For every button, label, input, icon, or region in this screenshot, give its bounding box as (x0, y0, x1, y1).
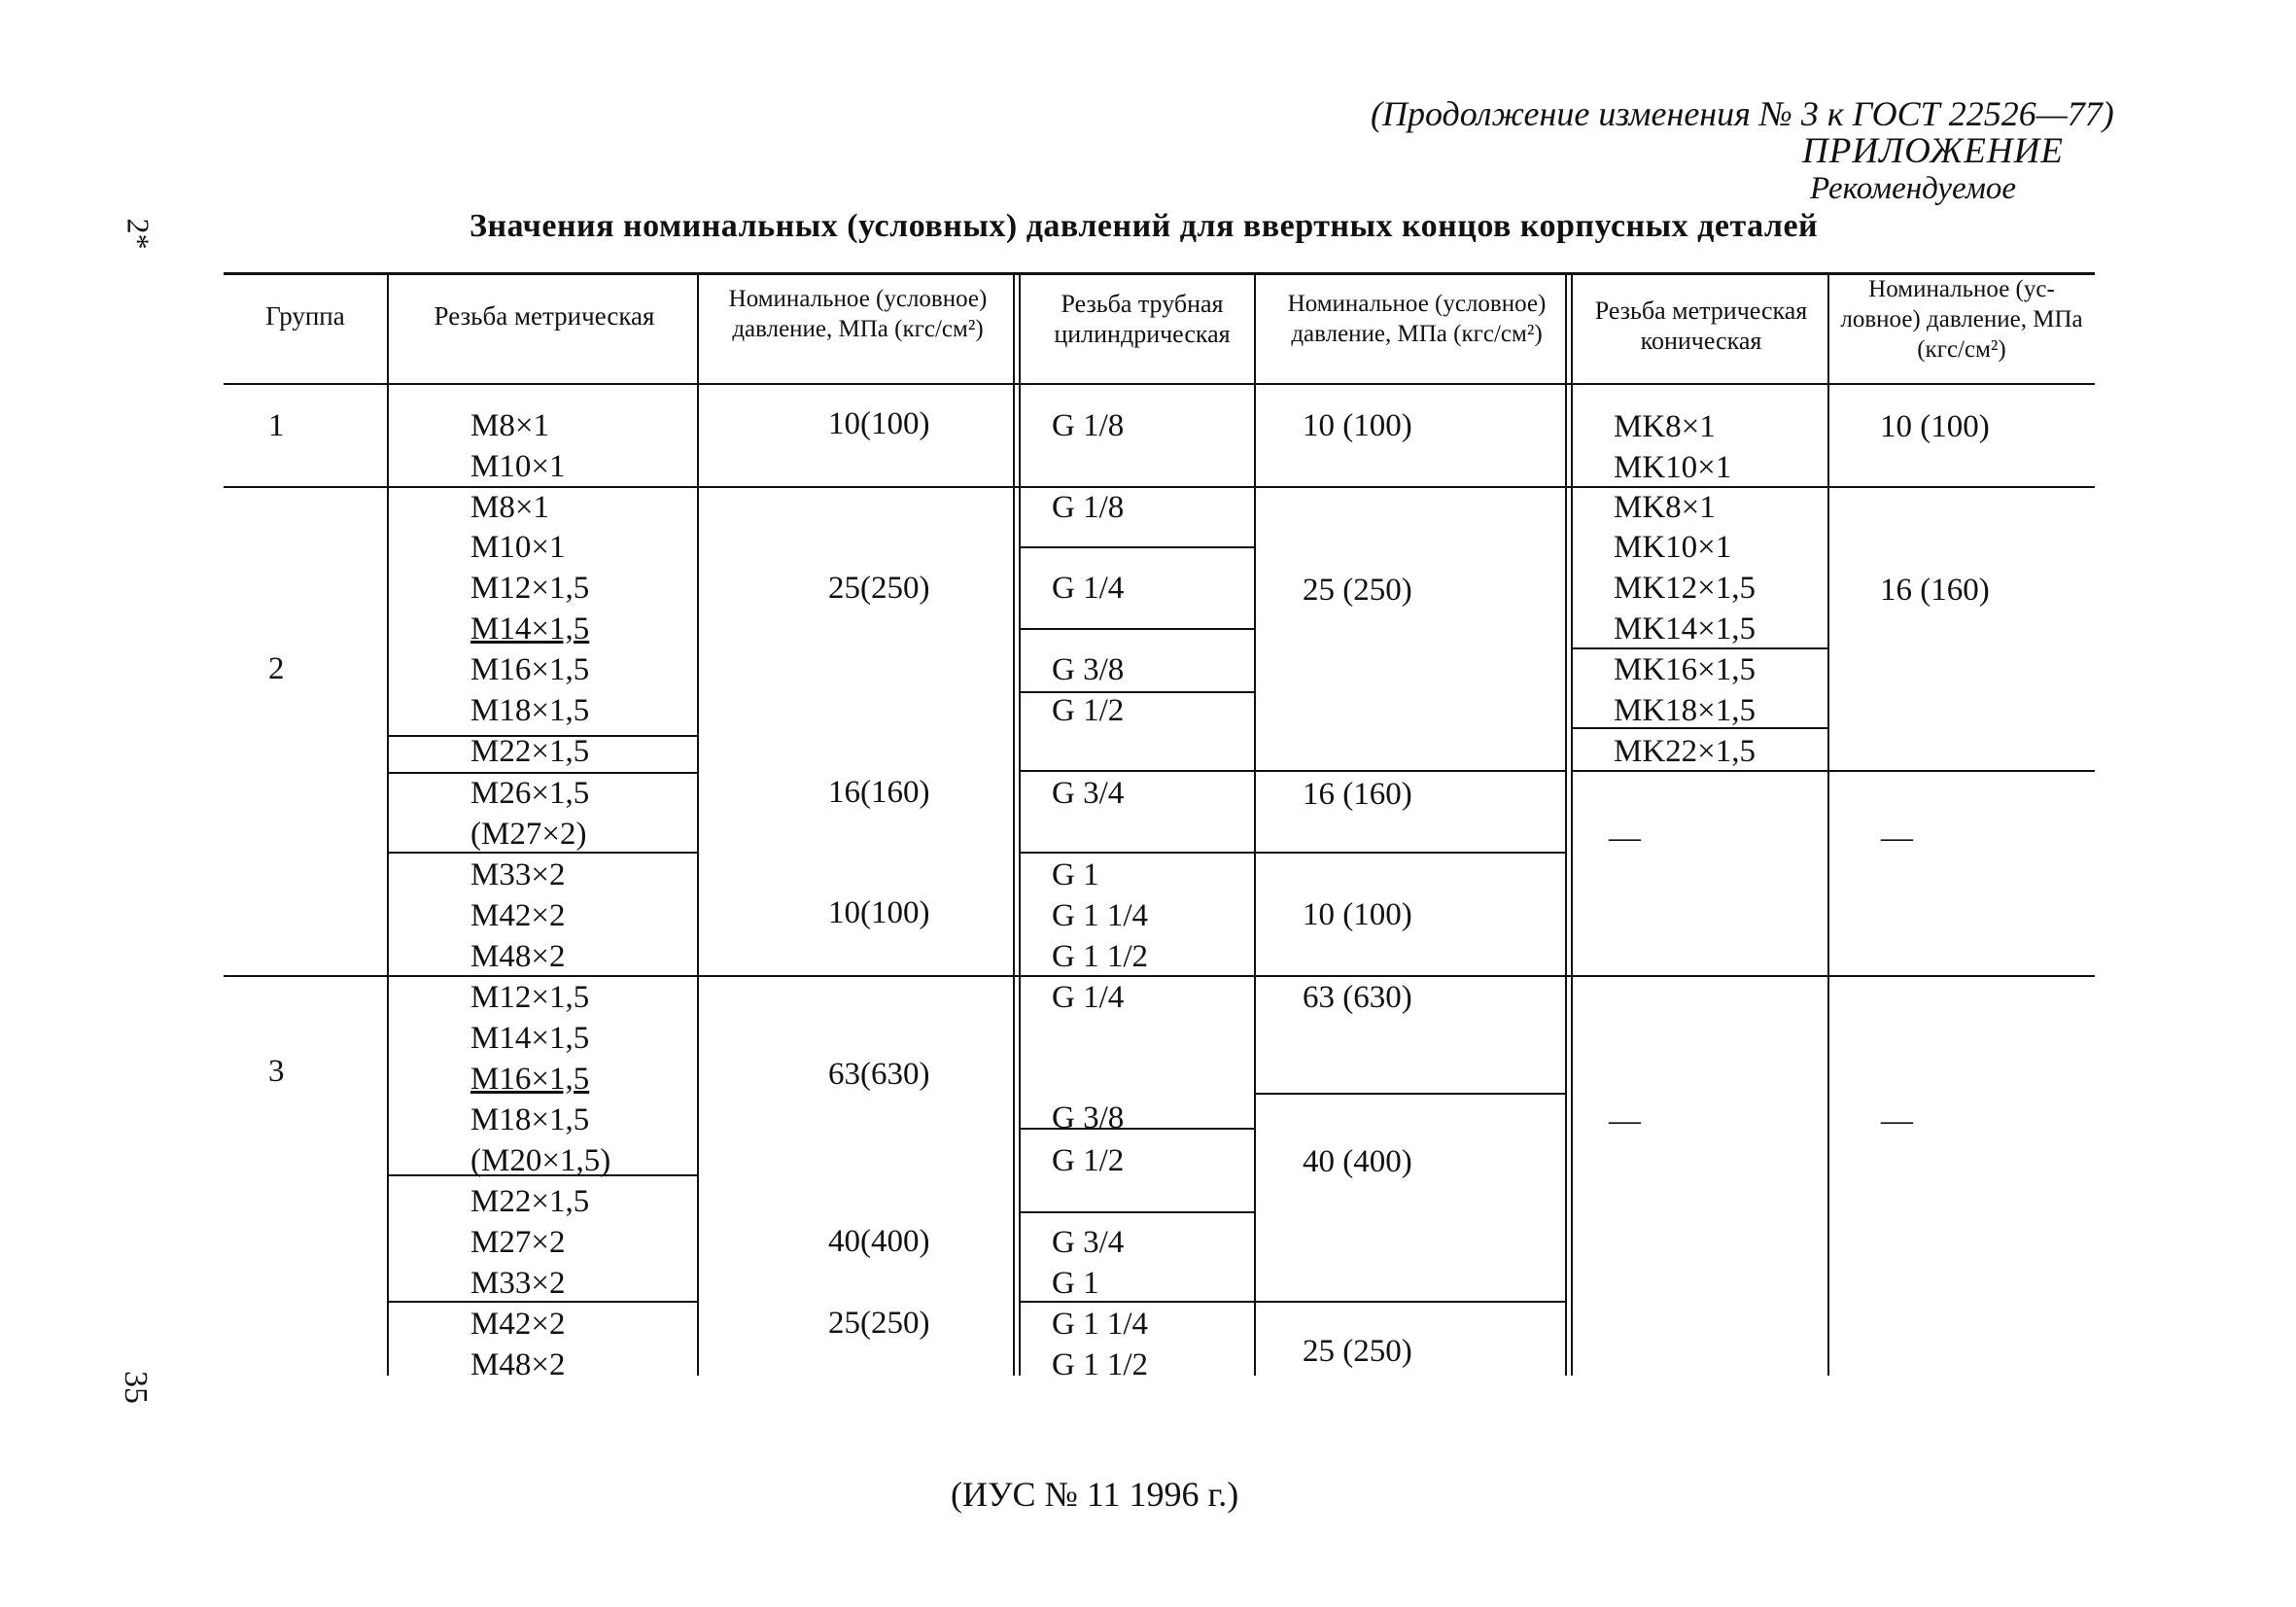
pipe-subrule (1019, 852, 1567, 854)
metric-pressure: 16(160) (828, 775, 930, 810)
col-header-conical-pressure: Номинальное (ус-ловное) давление, МПа (кгс/см²) (1840, 276, 2083, 363)
metric-thread: M16×1,5 (470, 1062, 590, 1097)
metric-thread: M22×1,5 (470, 1184, 590, 1219)
pipe-pressure: 10 (100) (1303, 897, 1412, 932)
pipe-thread: G 3/8 (1052, 652, 1125, 687)
appendix-label: ПРИЛОЖЕНИЕ (1802, 131, 2064, 171)
metric-thread: M42×2 (470, 898, 566, 933)
metric-thread: M42×2 (470, 1307, 566, 1342)
conical-thread: MK10×1 (1614, 450, 1732, 485)
pipe-thread: G 1/2 (1052, 693, 1125, 728)
col-header-pipe-pressure: Номинальное (условное) давление, МПа (кгс/см²) (1287, 291, 1547, 347)
col-divider (1254, 272, 1256, 1376)
pipe-thread: G 3/4 (1052, 776, 1125, 811)
metric-thread: M10×1 (470, 530, 566, 565)
metric-thread: M16×1,5 (470, 652, 590, 687)
publication-footer: (ИУС № 11 1996 г.) (951, 1475, 1239, 1514)
pipe-thread: G 1/4 (1052, 980, 1125, 1015)
metric-thread: (M27×2) (470, 817, 587, 852)
pipe-thread: G 1 1/2 (1052, 1347, 1148, 1382)
metric-pressure: 40(400) (828, 1224, 930, 1259)
pipe-thread: G 1 1/4 (1052, 898, 1148, 933)
metric-thread: M12×1,5 (470, 571, 590, 606)
conical-pressure: 16 (160) (1880, 573, 1990, 608)
metric-thread: M48×2 (470, 939, 566, 974)
conical-thread: MK10×1 (1614, 530, 1732, 565)
pipe-pressure: 25 (250) (1303, 573, 1412, 608)
conical-thread: MK8×1 (1614, 409, 1716, 444)
metric-thread: M8×1 (470, 490, 549, 525)
col-divider (697, 272, 699, 1376)
col-divider (1827, 272, 1829, 1376)
col-divider-double (1565, 272, 1567, 1376)
pipe-subrule (1019, 1211, 1256, 1213)
pipe-pressure: 10 (100) (1303, 408, 1412, 443)
metric-thread: M22×1,5 (470, 734, 590, 769)
pipe-pressure: 16 (160) (1303, 777, 1412, 812)
conical-thread: MK12×1,5 (1614, 571, 1757, 606)
metric-thread: M26×1,5 (470, 776, 590, 811)
page-side-mark-bottom: 35 (118, 1371, 154, 1404)
conical-thread: MK18×1,5 (1614, 693, 1757, 728)
pipe-pressure: 40 (400) (1303, 1144, 1412, 1179)
continuation-note: (Продолжение изменения № 3 к ГОСТ 22526—77) (1371, 94, 2114, 133)
pipe-thread: G 1 (1052, 857, 1099, 892)
recommended-label: Рекомендуемое (1810, 171, 2017, 206)
pipe-thread: G 1/2 (1052, 1143, 1125, 1178)
pipe-subrule (1019, 546, 1256, 548)
pipe-subrule (1019, 770, 1567, 772)
metric-thread: M18×1,5 (470, 693, 590, 728)
metric-thread: M33×2 (470, 1266, 566, 1301)
col-header-metric-pressure: Номинальное (условное) давление, МПа (кгс/см²) (728, 286, 988, 342)
pipe-thread: G 3/8 (1052, 1100, 1125, 1135)
empty-dash: — (1881, 1103, 1913, 1138)
pipe-pressure: 25 (250) (1303, 1334, 1412, 1369)
conical-thread: MK8×1 (1614, 490, 1716, 525)
table-title: Значения номинальных (условных) давлений для ввертных концов корпусных деталей (470, 208, 1819, 244)
pipe-thread: G 1/8 (1052, 490, 1125, 525)
pipe-thread: G 3/4 (1052, 1225, 1125, 1260)
conical-pressure: 10 (100) (1880, 409, 1990, 444)
metric-thread: M27×2 (470, 1225, 566, 1260)
conical-thread: MK22×1,5 (1614, 734, 1757, 769)
pipe-subrule (1019, 1301, 1567, 1303)
conical-thread: MK16×1,5 (1614, 652, 1757, 687)
empty-dash: — (1609, 821, 1641, 856)
rule-top (224, 272, 2095, 275)
col-header-conical-thread: Резьба метрическая коническая (1594, 297, 1808, 355)
pipe-thread: G 1/8 (1052, 408, 1125, 443)
metric-thread: M8×1 (470, 408, 549, 443)
metric-thread: M18×1,5 (470, 1102, 590, 1137)
pipe-thread: G 1 1/4 (1052, 1307, 1148, 1342)
empty-dash: — (1609, 1103, 1641, 1138)
pipe-thread: G 1 1/2 (1052, 939, 1148, 974)
group-number: 1 (268, 408, 285, 443)
metric-thread: M33×2 (470, 857, 566, 892)
col-header-pipe-thread: Резьба трубная цилиндрическая (1054, 290, 1231, 348)
col-header-group: Группа (265, 301, 345, 331)
group-number: 3 (268, 1054, 285, 1089)
metric-thread: M14×1,5 (470, 611, 590, 646)
pipe-subrule (1019, 628, 1256, 630)
metric-pressure: 10(100) (828, 895, 930, 930)
empty-dash: — (1881, 821, 1913, 856)
rule-header-bottom (224, 383, 2095, 385)
col-divider-double (1019, 272, 1021, 1376)
group-number: 2 (268, 651, 285, 686)
metric-thread: (M20×1,5) (470, 1143, 611, 1178)
metric-thread: M14×1,5 (470, 1021, 590, 1056)
col-divider (387, 272, 389, 1376)
metric-thread: M10×1 (470, 449, 566, 484)
pipe-thread: G 1 (1052, 1266, 1099, 1301)
metric-thread: M48×2 (470, 1347, 566, 1382)
metric-pressure: 25(250) (828, 571, 930, 606)
pipe-pressure: 63 (630) (1303, 980, 1412, 1015)
col-divider-double (1013, 272, 1015, 1376)
page-side-mark-top: 2* (121, 218, 157, 250)
col-header-metric-thread: Резьба метрическая (434, 301, 655, 331)
pipe-thread: G 1/4 (1052, 571, 1125, 606)
col-divider-double (1571, 272, 1573, 1376)
metric-pressure: 63(630) (828, 1057, 930, 1092)
metric-pressure: 25(250) (828, 1306, 930, 1341)
metric-thread: M12×1,5 (470, 980, 590, 1015)
pipe-subrule (1254, 1093, 1567, 1095)
conical-thread: MK14×1,5 (1614, 611, 1757, 646)
metric-pressure: 10(100) (828, 406, 930, 441)
